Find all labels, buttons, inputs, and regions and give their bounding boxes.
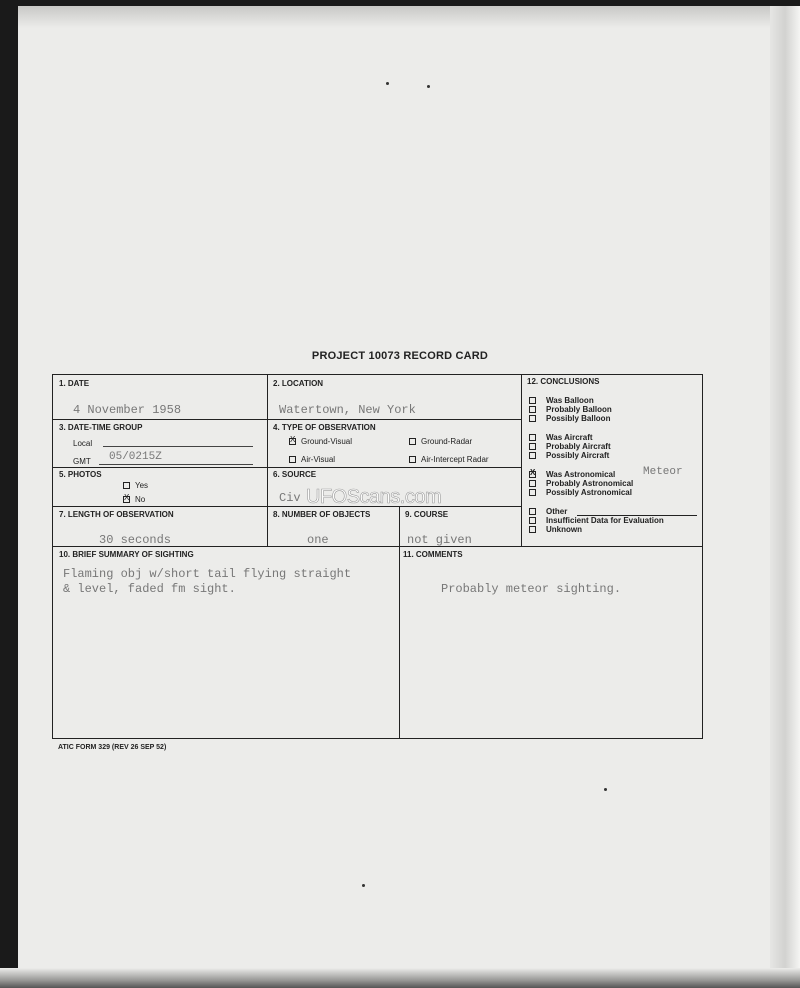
obs-air-intercept-radar: Air-Intercept Radar <box>409 455 489 464</box>
photos-label: 5. PHOTOS <box>59 470 102 479</box>
checkbox-photos-no[interactable]: X <box>124 493 130 503</box>
source-label: 6. SOURCE <box>273 470 317 479</box>
comments-value: Probably meteor sighting. <box>441 582 622 596</box>
conclusion-possibly-astronomical[interactable]: Possibly Astronomical <box>529 488 632 497</box>
divider-row3 <box>53 506 521 507</box>
gmt-underline <box>99 464 253 465</box>
dust-speck <box>386 82 389 85</box>
obs-ground-radar: Ground-Radar <box>409 437 472 446</box>
date-label: 1. DATE <box>59 379 90 388</box>
summary-line-2: & level, faded fm sight. <box>63 582 236 596</box>
watermark: UFOScans.com <box>306 486 442 508</box>
conclusion-insufficient-data[interactable]: Insufficient Data for Evaluation <box>529 516 664 525</box>
obs-air-visual: Air-Visual <box>289 455 335 464</box>
conclusion-probably-balloon[interactable]: Probably Balloon <box>529 405 612 414</box>
local-underline <box>103 446 253 447</box>
divider-row1 <box>53 419 521 420</box>
divider-col1 <box>267 375 268 546</box>
photos-yes: Yes <box>123 481 148 490</box>
location-value: Watertown, New York <box>279 403 416 417</box>
checkbox-photos-yes[interactable] <box>123 482 130 489</box>
summary-label: 10. BRIEF SUMMARY OF SIGHTING <box>59 550 194 559</box>
observation-type-label: 4. TYPE OF OBSERVATION <box>273 423 376 432</box>
record-card <box>52 374 703 739</box>
obs-ground-visual: X Ground-Visual <box>290 435 352 446</box>
conclusion-unknown[interactable]: Unknown <box>529 525 582 534</box>
conclusion-probably-aircraft[interactable]: Probably Aircraft <box>529 442 611 451</box>
checkbox-air-visual[interactable] <box>289 456 296 463</box>
date-time-group-label: 3. DATE-TIME GROUP <box>59 423 143 432</box>
location-label: 2. LOCATION <box>273 379 324 388</box>
course-value: not given <box>407 533 472 547</box>
checkbox-air-intercept-radar[interactable] <box>409 456 416 463</box>
course-label: 9. COURSE <box>405 510 449 519</box>
source-value: Civ <box>279 491 301 505</box>
conclusion-possibly-balloon[interactable]: Possibly Balloon <box>529 414 610 423</box>
length-value: 30 seconds <box>99 533 172 547</box>
length-label: 7. LENGTH OF OBSERVATION <box>59 510 174 519</box>
summary-line-1: Flaming obj w/short tail flying straight <box>63 567 352 581</box>
page-top-shadow <box>18 6 782 28</box>
divider-conclusions <box>521 375 522 546</box>
page-bottom-edge <box>0 968 800 988</box>
date-value: 4 November 1958 <box>73 403 182 417</box>
divider-row2 <box>53 467 521 468</box>
conclusion-was-balloon[interactable]: Was Balloon <box>529 396 594 405</box>
conclusions-label: 12. CONCLUSIONS <box>527 377 600 386</box>
number-of-objects-label: 8. NUMBER OF OBJECTS <box>273 510 371 519</box>
gmt-label: GMT <box>73 457 91 466</box>
form-number: ATIC FORM 329 (REV 26 SEP 52) <box>58 744 167 751</box>
conclusion-probably-astronomical[interactable]: Probably Astronomical <box>529 479 633 488</box>
card-title: PROJECT 10073 RECORD CARD <box>311 350 489 362</box>
gmt-value: 05/0215Z <box>109 451 162 463</box>
conclusion-was-astronomical[interactable]: X Was Astronomical <box>530 468 616 479</box>
local-label: Local <box>73 439 93 448</box>
number-of-objects-value: one <box>307 533 329 547</box>
conclusion-possibly-aircraft[interactable]: Possibly Aircraft <box>529 451 609 460</box>
dust-speck <box>362 884 365 887</box>
divider-summary <box>399 506 400 739</box>
checkbox-ground-radar[interactable] <box>409 438 416 445</box>
conclusion-other[interactable]: Other <box>529 507 567 516</box>
dust-speck <box>604 788 607 791</box>
page-right-edge <box>770 6 800 988</box>
dust-speck <box>427 85 430 88</box>
photos-no: X No <box>124 493 146 504</box>
conclusion-was-aircraft[interactable]: Was Aircraft <box>529 433 593 442</box>
checkbox-ground-visual[interactable]: X <box>290 435 296 445</box>
astronomical-note: Meteor <box>643 466 683 478</box>
comments-label: 11. COMMENTS <box>403 550 463 559</box>
